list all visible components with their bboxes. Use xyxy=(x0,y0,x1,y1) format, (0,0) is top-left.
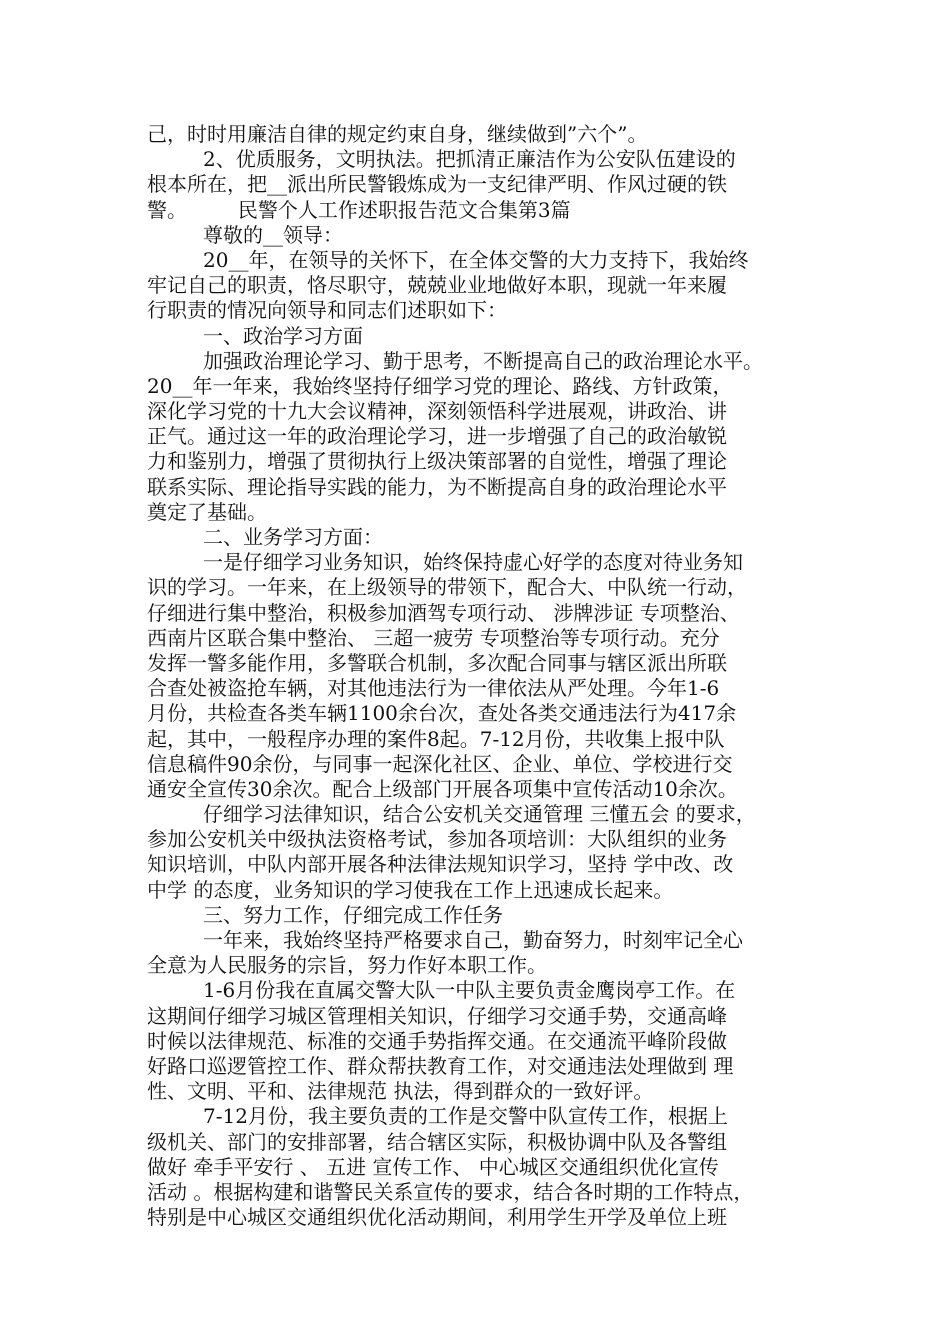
text-line: 加强政治理论学习、勤于思考，不断提高自己的政治理论水平。 xyxy=(203,348,763,373)
text-line: 20__年，在领导的关怀下，在全体交警的大力支持下，我始终 xyxy=(203,247,749,272)
text-line: 活动 。根据构建和谐警民关系宣传的要求，结合各时期的工作特点， xyxy=(147,1179,754,1204)
text-line: 二、业务学习方面： xyxy=(203,525,383,549)
text-line: 根本所在，把__派出所民警锻炼成为一支纪律严明、作风过硬的铁 xyxy=(147,172,727,197)
text-line: 月份，共检查各类车辆1100余台次，查处各类交通违法行为417余 xyxy=(147,701,737,726)
text-line: 起，其中，一般程序办理的案件8起。7-12月份，共收集上报中队 xyxy=(147,726,725,751)
text-line: 中学 的态度，业务知识的学习使我在工作上迅速成长起来。 xyxy=(147,877,674,902)
text-line: 一、政治学习方面 xyxy=(203,323,363,348)
text-line: 2、优质服务，文明执法。把抓清正廉洁作为公安队伍建设的 xyxy=(203,147,736,172)
text-line: 时候以法律规范、标准的交通手势指挥交通。在交通流平峰阶段做 xyxy=(147,1028,727,1053)
text-line: 奠定了基础。 xyxy=(147,499,267,524)
text-line: 1-6月份我在直属交警大队一中队主要负责金鹰岗亭工作。在 xyxy=(203,978,736,1003)
text-line: 仔细进行集中整治，积极参加酒驾专项行动、 涉牌涉证 专项整治、 xyxy=(147,600,740,625)
text-line: 联系实际、理论指导实践的能力，为不断提高自身的政治理论水平 xyxy=(147,474,727,499)
text-line: 合查处被盗抢车辆，对其他违法行为一律依法从严处理。今年1-6 xyxy=(147,676,720,701)
text-line: 这期间仔细学习城区管理相关知识，仔细学习交通手势，交通高峰 xyxy=(147,1003,727,1028)
text-line: 20__年一年来，我始终坚持仔细学习党的理论、路线、方针政策， xyxy=(147,373,733,398)
document-body-text xyxy=(147,122,809,1230)
text-line: 全意为人民服务的宗旨，努力作好本职工作。 xyxy=(147,953,547,978)
text-line: 识的学习。一年来，在上级领导的带领下，配合大、中队统一行动， xyxy=(147,575,747,600)
text-line: 特别是中心城区交通组织优化活动期间，利用学生开学及单位上班 xyxy=(147,1205,727,1230)
text-line: 性、文明、平和、法律规范 执法，得到群众的一致好评。 xyxy=(147,1079,654,1104)
text-line: 知识培训，中队内部开展各种法律法规知识学习，坚持 学中改、改 xyxy=(147,852,734,877)
text-line: 级机关、部门的安排部署，结合辖区实际，积极协调中队及各警组 xyxy=(147,1129,727,1154)
text-line: 好路口巡逻管控工作、群众帮扶教育工作，对交通违法处理做到 理 xyxy=(147,1053,734,1078)
text-line: 深化学习党的十九大会议精神，深刻领悟科学进展观，讲政治、讲 xyxy=(147,399,727,424)
text-line: 西南片区联合集中整治、 三超一疲劳 专项整治等专项行动。充分 xyxy=(147,625,720,650)
text-line: 行职责的情况向领导和同志们述职如下： xyxy=(147,298,507,323)
text-line: 仔细学习法律知识，结合公安机关交通管理 三懂五会 的要求， xyxy=(203,802,756,827)
text-line: 做好 牵手平安行 、 五进 宣传工作、 中心城区交通组织优化宣传 xyxy=(147,1154,719,1179)
text-line: 通安全宣传30余次。配合上级部门开展各项集中宣传活动10余次。 xyxy=(147,776,738,801)
text-line: 正气。通过这一年的政治理论学习，进一步增强了自己的政治敏锐 xyxy=(147,424,727,449)
text-line: 尊敬的__领导： xyxy=(203,222,343,247)
text-line: 己，时时用廉洁自律的规定约束自身，继续做到”六个”。 xyxy=(147,122,648,146)
text-line: 信息稿件90余份，与同事一起深化社区、企业、单位、学校进行交 xyxy=(147,751,733,776)
text-line: 参加公安机关中级执法资格考试，参加各项培训：大队组织的业务 xyxy=(147,827,727,852)
text-line: 三、努力工作，仔细完成工作任务 xyxy=(203,902,503,927)
text-line: 7-12月份，我主要负责的工作是交警中队宣传工作，根据上 xyxy=(203,1104,728,1129)
text-line: 警。 民警个人工作述职报告范文合集第3篇 xyxy=(147,197,571,222)
text-line: 发挥一警多能作用，多警联合机制，多次配合同事与辖区派出所联 xyxy=(147,650,727,675)
text-line: 一年来，我始终坚持严格要求自己，勤奋努力，时刻牢记全心 xyxy=(203,928,743,952)
text-line: 牢记自己的职责，恪尽职守，兢兢业业地做好本职，现就一年来履 xyxy=(147,273,727,298)
text-line: 一是仔细学习业务知识，始终保持虚心好学的态度对待业务知 xyxy=(203,550,743,575)
text-line: 力和鉴别力，增强了贯彻执行上级决策部署的自觉性，增强了理论 xyxy=(147,449,727,474)
